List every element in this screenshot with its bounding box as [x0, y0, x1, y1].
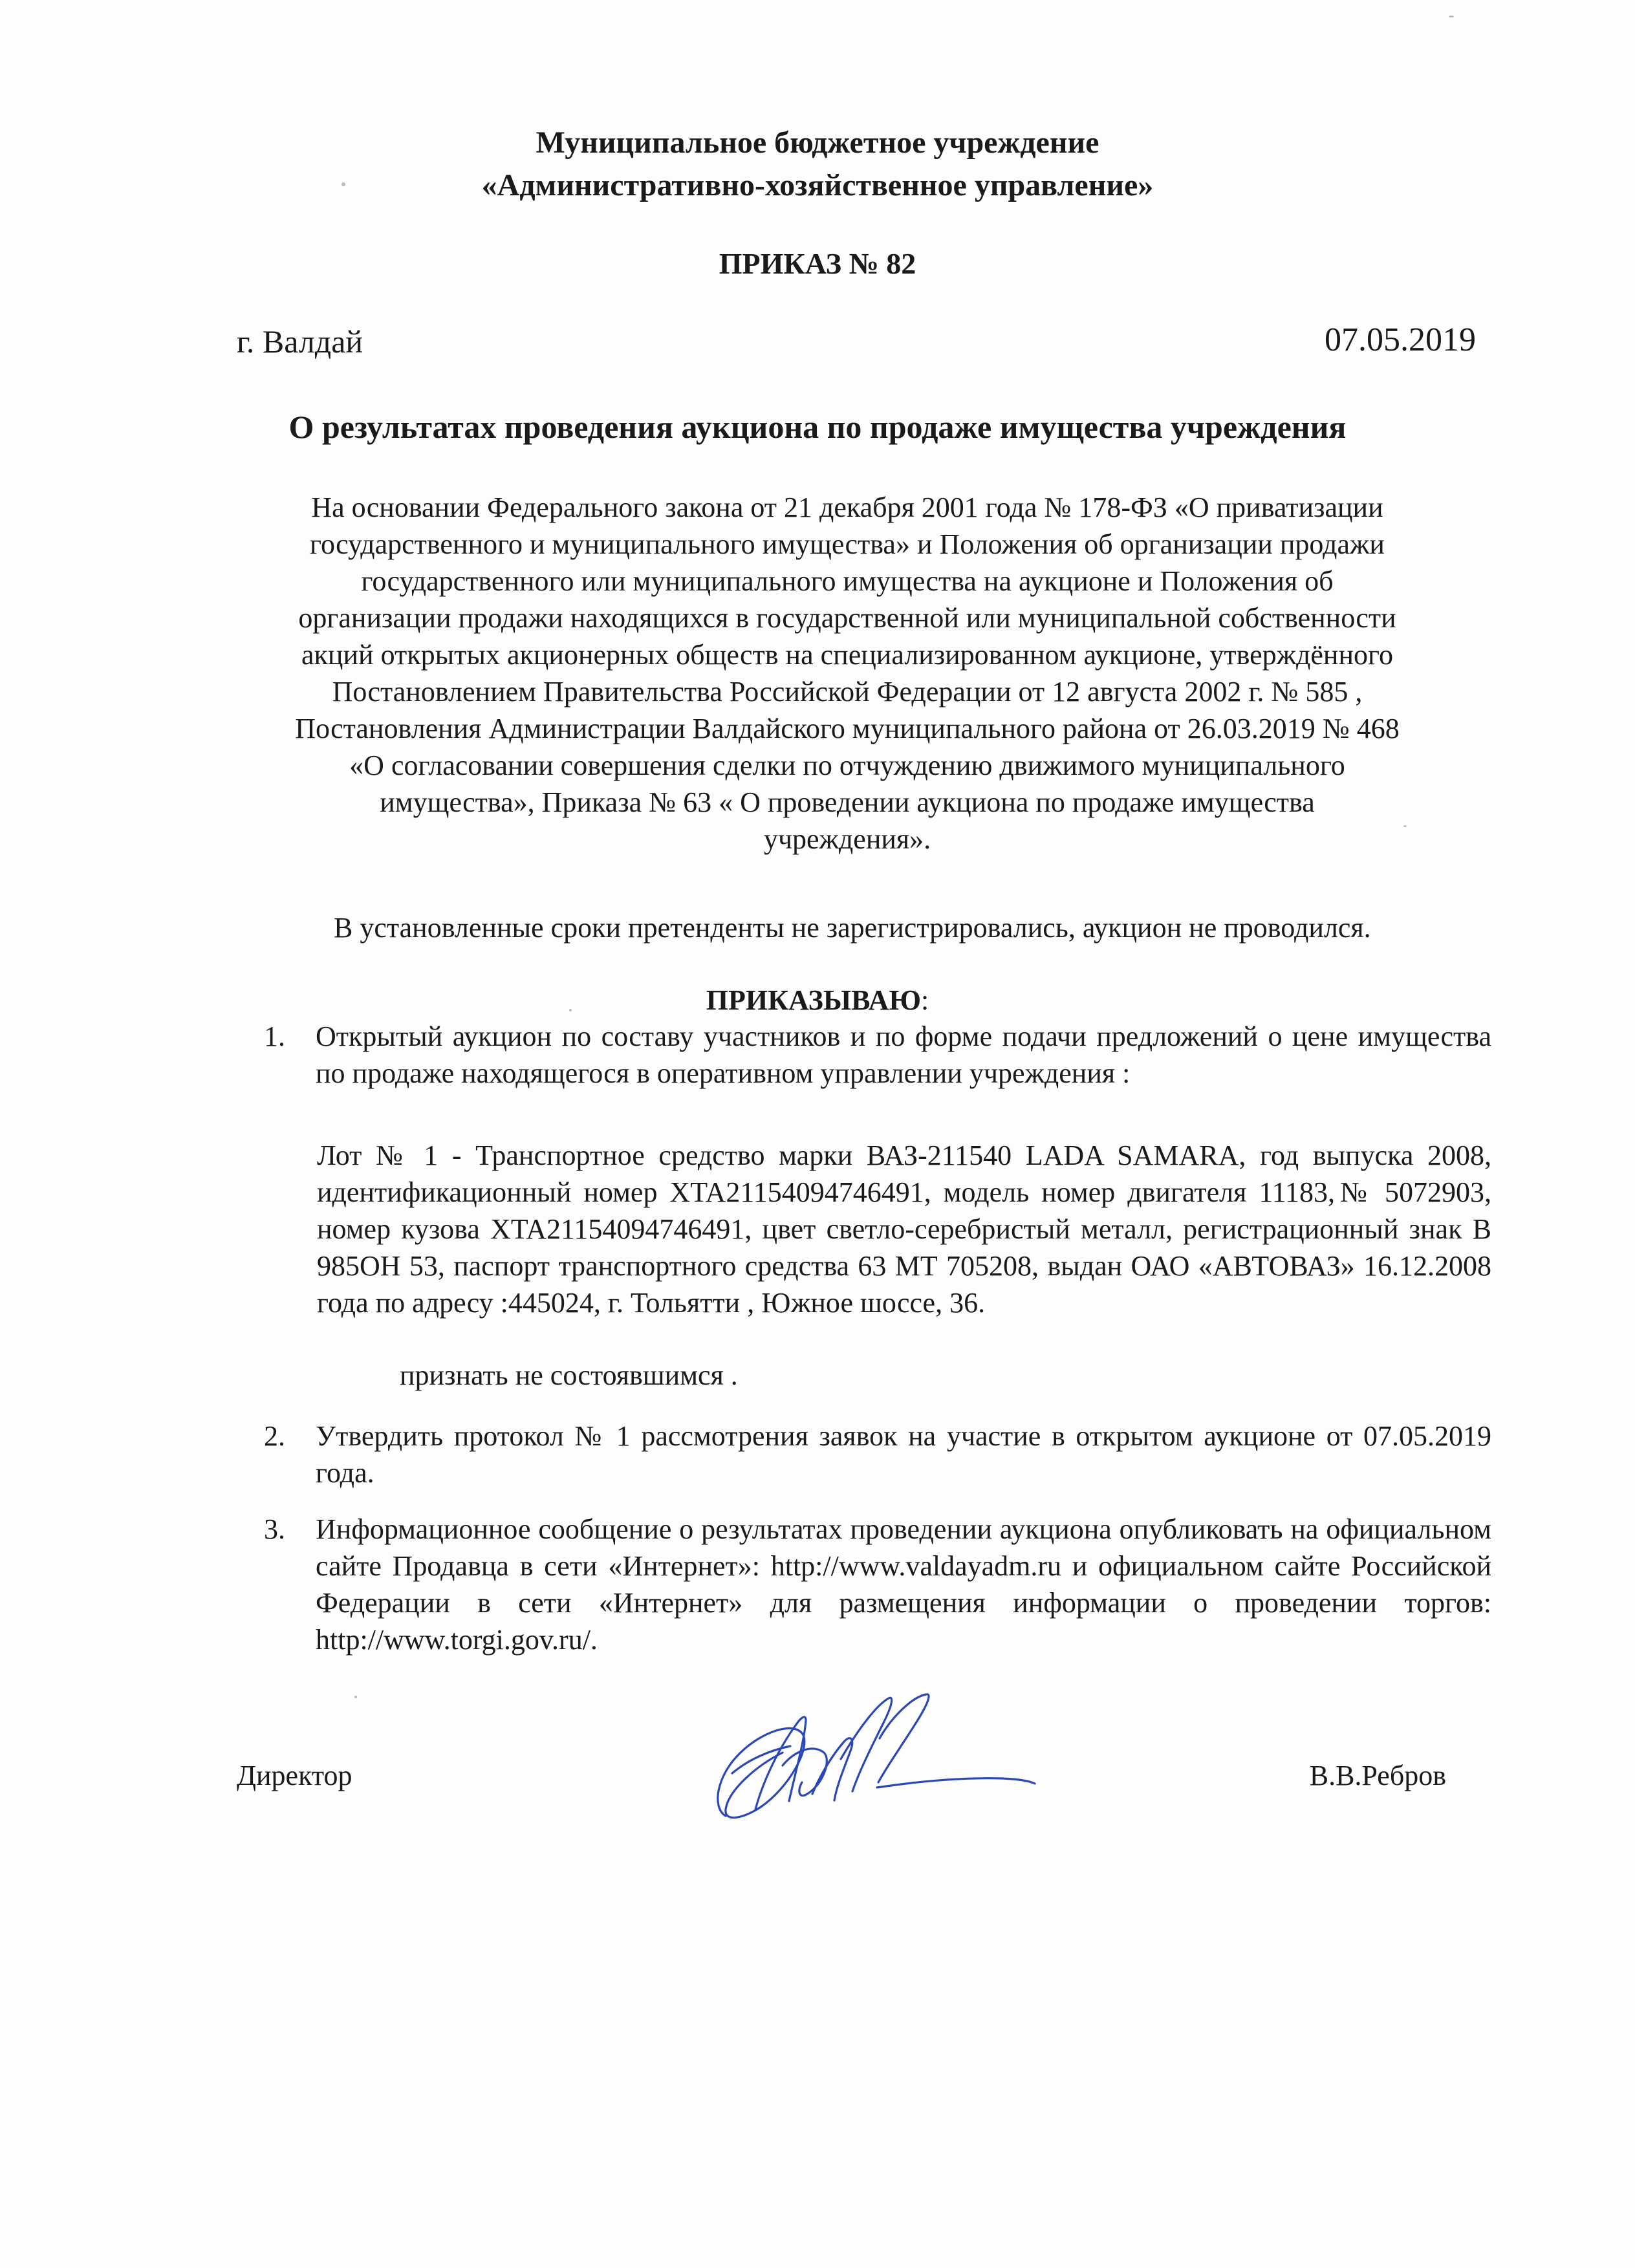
order-directive-word: ПРИКАЗЫВАЮ: [706, 984, 921, 1016]
order-title: О результатах проведения аукциона по продаже имущества учреждения: [288, 409, 1347, 445]
order-item-3: [264, 1511, 1491, 1658]
order-directive: [0, 982, 1635, 1019]
signatory-name: В.В.Ребров: [1309, 1760, 1446, 1791]
legal-basis-paragraph: На основании Федерального закона от 21 декабря 2001 года № 178-ФЗ «О приватизации государственного и муниципального имущества» и Положения об организации продажи государственного или муниципального имущества на аукционе и Положения об организации продажи находящихся в государственной или муниципальной собственности акций открытых акционерных обществ на специализированном аукционе, утверждённого Постановлением Правительства Российской Федерации от 12 августа 2002 г. № 585 , Постановления Администрации Валдайского муниципального района от 26.03.2019 № 468 «О согласовании совершения сделки по отчуждению движимого муниципального имущества», Приказа № 63 « О проведении аукциона по продаже имущества учреждения».: [295, 491, 1400, 855]
order-item-text: Утвердить протокол № 1 рассмотрения заявок на участие в открытом аукционе от 07.05.2019 года.: [316, 1420, 1491, 1489]
order-item-text: Открытый аукцион по составу участников и по форме подачи предложений о цене имущества по продаже находящегося в оперативном управлении учреждения :: [316, 1021, 1491, 1089]
organization-name: [0, 122, 1635, 207]
lot-description: Лот № 1 - Транспортное средство марки ВАЗ-211540 LADA SAMARA, год выпуска 2008, идентификационный номер XTA21154094746491, модель номер двигателя 11183,№ 5072903, номер кузова XTA21154094746491, цвет светло-серебристый металл, регистрационный знак В 985ОН 53, паспорт транспортного средства 63 МТ 705208, выдан ОАО «АВТОВАЗ» 16.12.2008 года по адресу :445024, г. Тольятти , Южное шоссе, 36.: [317, 1139, 1491, 1319]
result-paragraph: В установленные сроки претенденты не зарегистрировались, аукцион не проводился.: [334, 912, 1371, 944]
organization-line-1: Муниципальное бюджетное учреждение: [536, 125, 1099, 160]
order-date: 07.05.2019: [1325, 321, 1476, 358]
order-item-2: [264, 1418, 1491, 1491]
handwritten-signature: [686, 1656, 1048, 1837]
order-item-number: 2.: [264, 1420, 285, 1452]
order-item-1: [264, 1018, 1491, 1092]
order-item-text: Информационное сообщение о результатах проведении аукциона опубликовать на официальном сайте Продавца в сети «Интернет»: http://www.valdayadm.ru и официальном сайте Российской Федерации в сети «Интернет» для размещения информации о проведении торгов: http://www.torgi.gov.ru/.: [316, 1513, 1491, 1656]
auction-decision: признать не состоявшимся .: [400, 1359, 738, 1391]
signatory-role: Директор: [237, 1760, 352, 1791]
order-directive-colon: :: [921, 984, 929, 1016]
order-item-number: 3.: [264, 1513, 285, 1545]
order-item-number: 1.: [264, 1021, 285, 1052]
organization-line-2: «Административно-хозяйственное управление»: [481, 168, 1154, 202]
city: г. Валдай: [237, 323, 363, 360]
order-number: ПРИКАЗ № 82: [719, 247, 916, 280]
